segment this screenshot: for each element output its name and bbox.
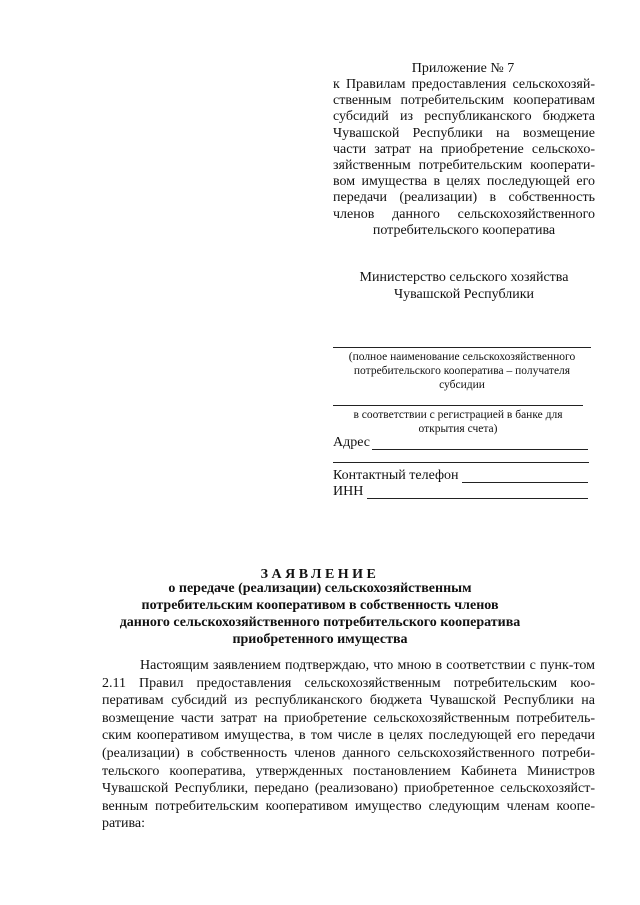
phone-field[interactable] [462,482,588,483]
inn-label: ИНН [333,484,364,499]
recipient-block [333,270,595,303]
statement-body: Настоящим заявлением подтверждаю, что мною в соответствии с пунк-том 2.11 Правил предоставления сельскохозяйственным потребительским коо-перативам субсидий из республиканского бюджета Чувашской Республики на возмещение части затрат на приобретение сельскохозяйственным потребитель-ским кооперативом имущества, в том числе в целях последующей его передачи (реализации) в собственность членов данного сельскохозяйственного потреби-тельского кооператива, утвержденных постановлением Кабинета Министров Чувашской Республики, передано (реализовано) приобретенное сельскохозяйст-венным потребительским кооперативом имущество следующим членам коопе-ратива: [102,658,595,832]
bank-caption: в соответствии с регистрацией в банке для открытия счета) [353,409,563,435]
statement-title: ЗАЯВЛЕНИЕ [260,567,380,582]
recipient-line-2: Чувашской Республики [393,286,535,302]
statement-subtitle: о передаче (реализации) сельскохозяйственным потребительским кооперативом в собственность членов данного сельскохозяйственного потребительского кооператива приобретенного имущества [119,581,521,647]
bank-line[interactable] [333,405,583,406]
cooperative-name-line[interactable] [333,347,591,348]
recipient-line-1: Министерство сельского хозяйства [359,270,569,285]
cooperative-name-caption: (полное наименование сельскохозяйственного потребительского кооператива – получателя субсидии [348,351,576,391]
appendix-text: к Правилам предоставления сельскохозяй-ственным потребительским кооперативам субсидий из республиканского бюджета Чувашской Республики на возмещение части затрат на приобретение сельскохо-зяйственным потребительским кооперати-вом имущества в целях последующей его передачи (реализации) в собственность членов данного сельскохозяйственного потребительского кооператива [333,77,595,238]
phone-label: Контактный телефон [333,468,459,483]
inn-field[interactable] [367,498,588,499]
appendix-title: Приложение № 7 [411,61,515,76]
address-field[interactable] [372,449,588,450]
address-field-line-2[interactable] [333,462,589,463]
address-label: Адрес [333,435,371,450]
